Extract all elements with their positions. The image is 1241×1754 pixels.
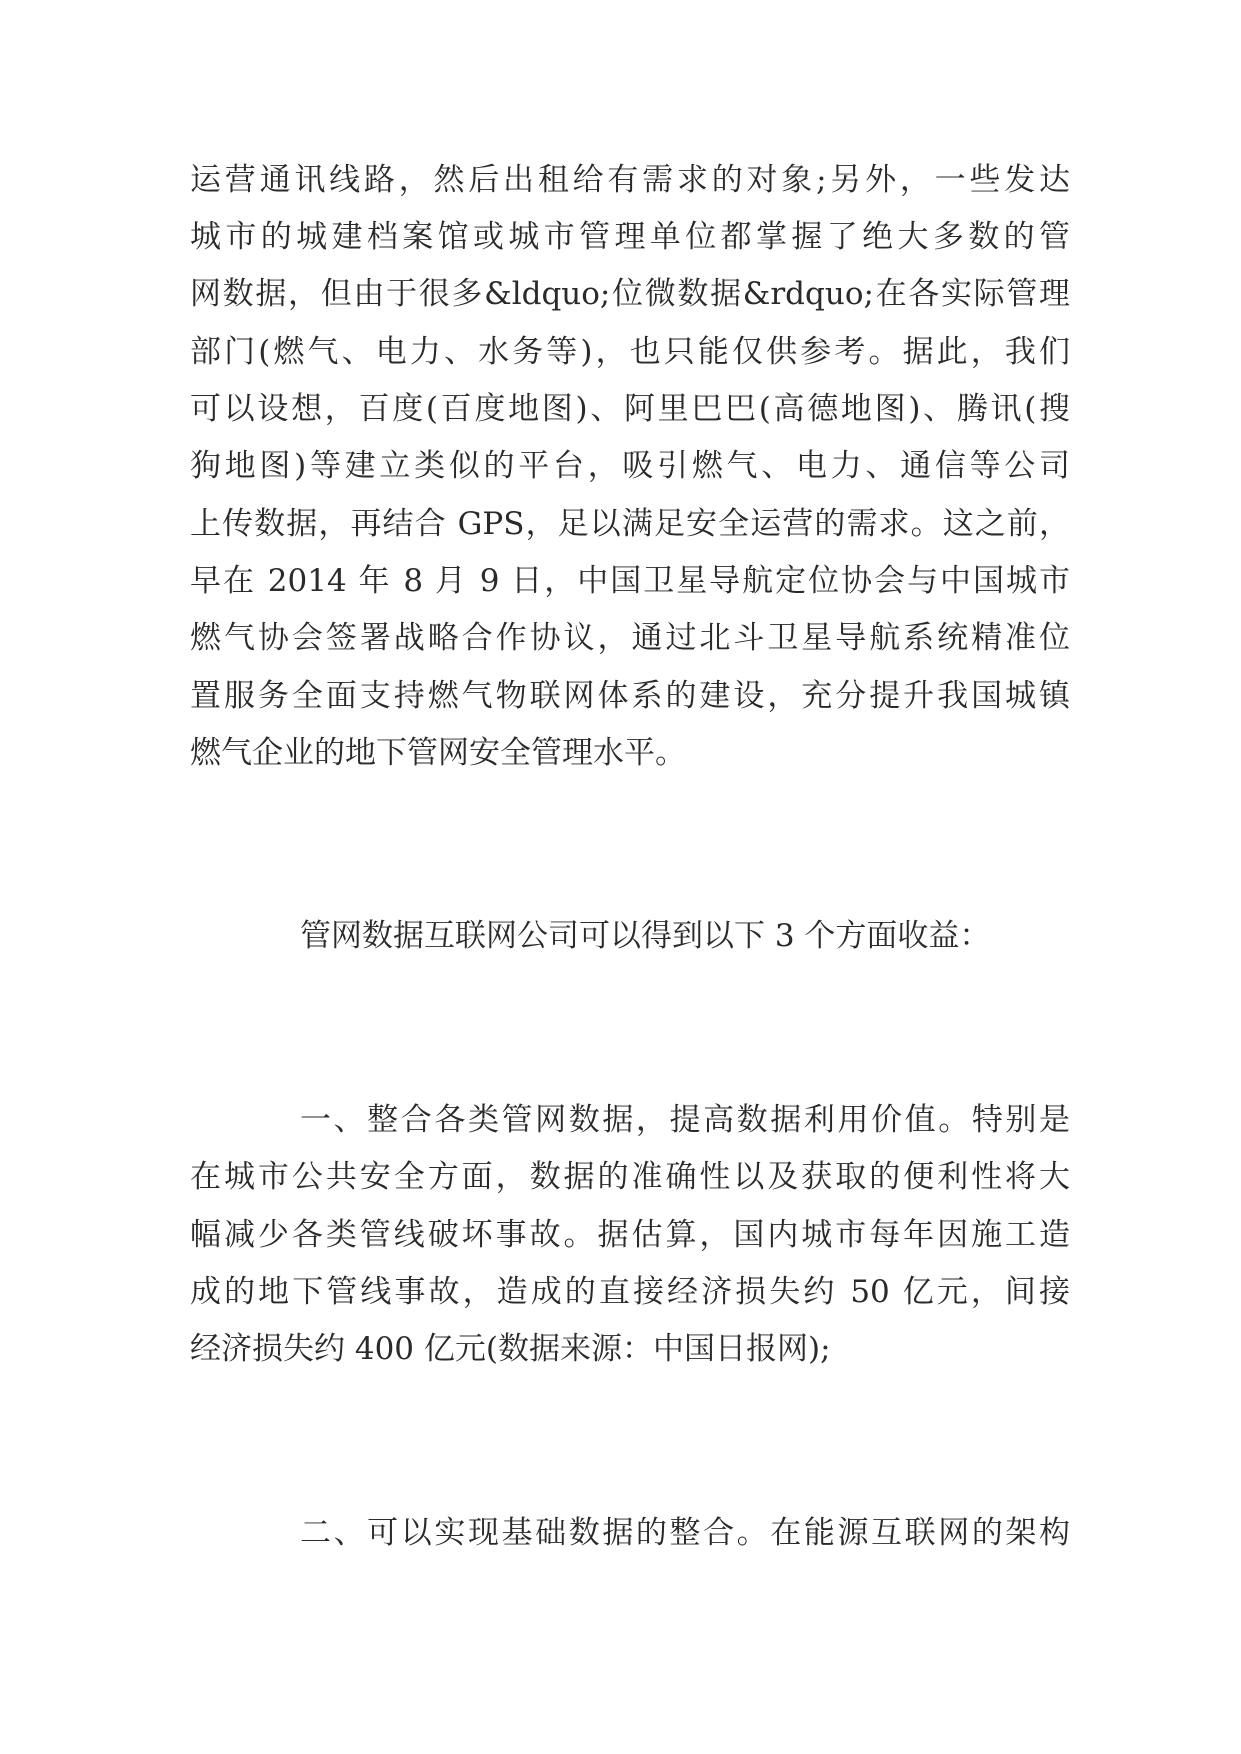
text-line: 一、整合各类管网数据，提高数据利用价值。特别是: [300, 1102, 1070, 1138]
text-line: 运营通讯线路，然后出租给有需求的对象;另外，一些发达: [190, 162, 1070, 198]
text-line: 可以设想，百度(百度地图)、阿里巴巴(高德地图)、腾讯(搜: [190, 391, 1070, 427]
text-line: 早在 2014 年 8 月 9 日，中国卫星导航定位协会与中国城市: [190, 563, 1070, 599]
text-line: 城市的城建档案馆或城市管理单位都掌握了绝大多数的管: [190, 219, 1070, 255]
text-line: 管网数据互联网公司可以得到以下 3 个方面收益：: [300, 918, 991, 954]
text-line: 经济损失约 400 亿元(数据来源：中国日报网);: [190, 1331, 831, 1367]
text-line: 燃气协会签署战略合作协议，通过北斗卫星导航系统精准位: [190, 620, 1070, 656]
text-line: 成的地下管线事故，造成的直接经济损失约 50 亿元，间接: [190, 1274, 1070, 1310]
text-line: 网数据，但由于很多&ldquo;位微数据&rdquo;在各实际管理: [190, 276, 1070, 312]
text-line: 部门(燃气、电力、水务等)，也只能仅供参考。据此，我们: [190, 334, 1070, 370]
text-line: 幅减少各类管线破坏事故。据估算，国内城市每年因施工造: [190, 1217, 1070, 1253]
text-line: 狗地图)等建立类似的平台，吸引燃气、电力、通信等公司: [190, 448, 1070, 484]
text-line: 在城市公共安全方面，数据的准确性以及获取的便利性将大: [190, 1159, 1070, 1195]
text-line: 上传数据，再结合 GPS，足以满足安全运营的需求。这之前，: [190, 506, 1070, 542]
text-line: 置服务全面支持燃气物联网体系的建设，充分提升我国城镇: [190, 678, 1070, 714]
text-line: 燃气企业的地下管网安全管理水平。: [190, 735, 686, 771]
text-line: 二、可以实现基础数据的整合。在能源互联网的架构: [300, 1515, 1070, 1551]
